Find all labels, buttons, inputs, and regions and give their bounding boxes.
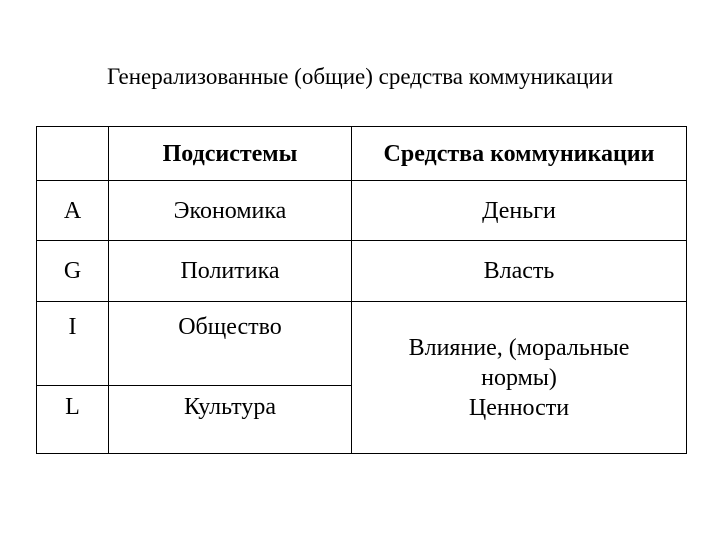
row-letter: I [37, 302, 109, 386]
row-subsystem: Культура [109, 386, 352, 454]
table-row [37, 181, 687, 241]
table-row [37, 302, 687, 386]
page-title: Генерализованные (общие) средства коммуникации [106, 64, 614, 89]
row-letter: L [37, 386, 109, 454]
row-means: Деньги [352, 181, 687, 241]
means-line-2: нормы) [481, 364, 557, 391]
means-line-3: Ценности [468, 394, 570, 421]
row-letter: A [37, 181, 109, 241]
row-means: Власть [352, 241, 687, 302]
table-row [37, 241, 687, 302]
header-empty-cell [37, 127, 109, 181]
row-subsystem: Общество [109, 302, 352, 386]
header-means: Средства коммуникации [352, 127, 687, 181]
row-means-merged [352, 302, 687, 454]
row-subsystem: Экономика [109, 181, 352, 241]
row-letter: G [37, 241, 109, 302]
table-header-row [37, 127, 687, 181]
means-line-1: Влияние, (моральные [408, 334, 630, 361]
row-subsystem: Политика [109, 241, 352, 302]
header-subsystems: Подсистемы [109, 127, 352, 181]
communication-table [36, 126, 687, 454]
